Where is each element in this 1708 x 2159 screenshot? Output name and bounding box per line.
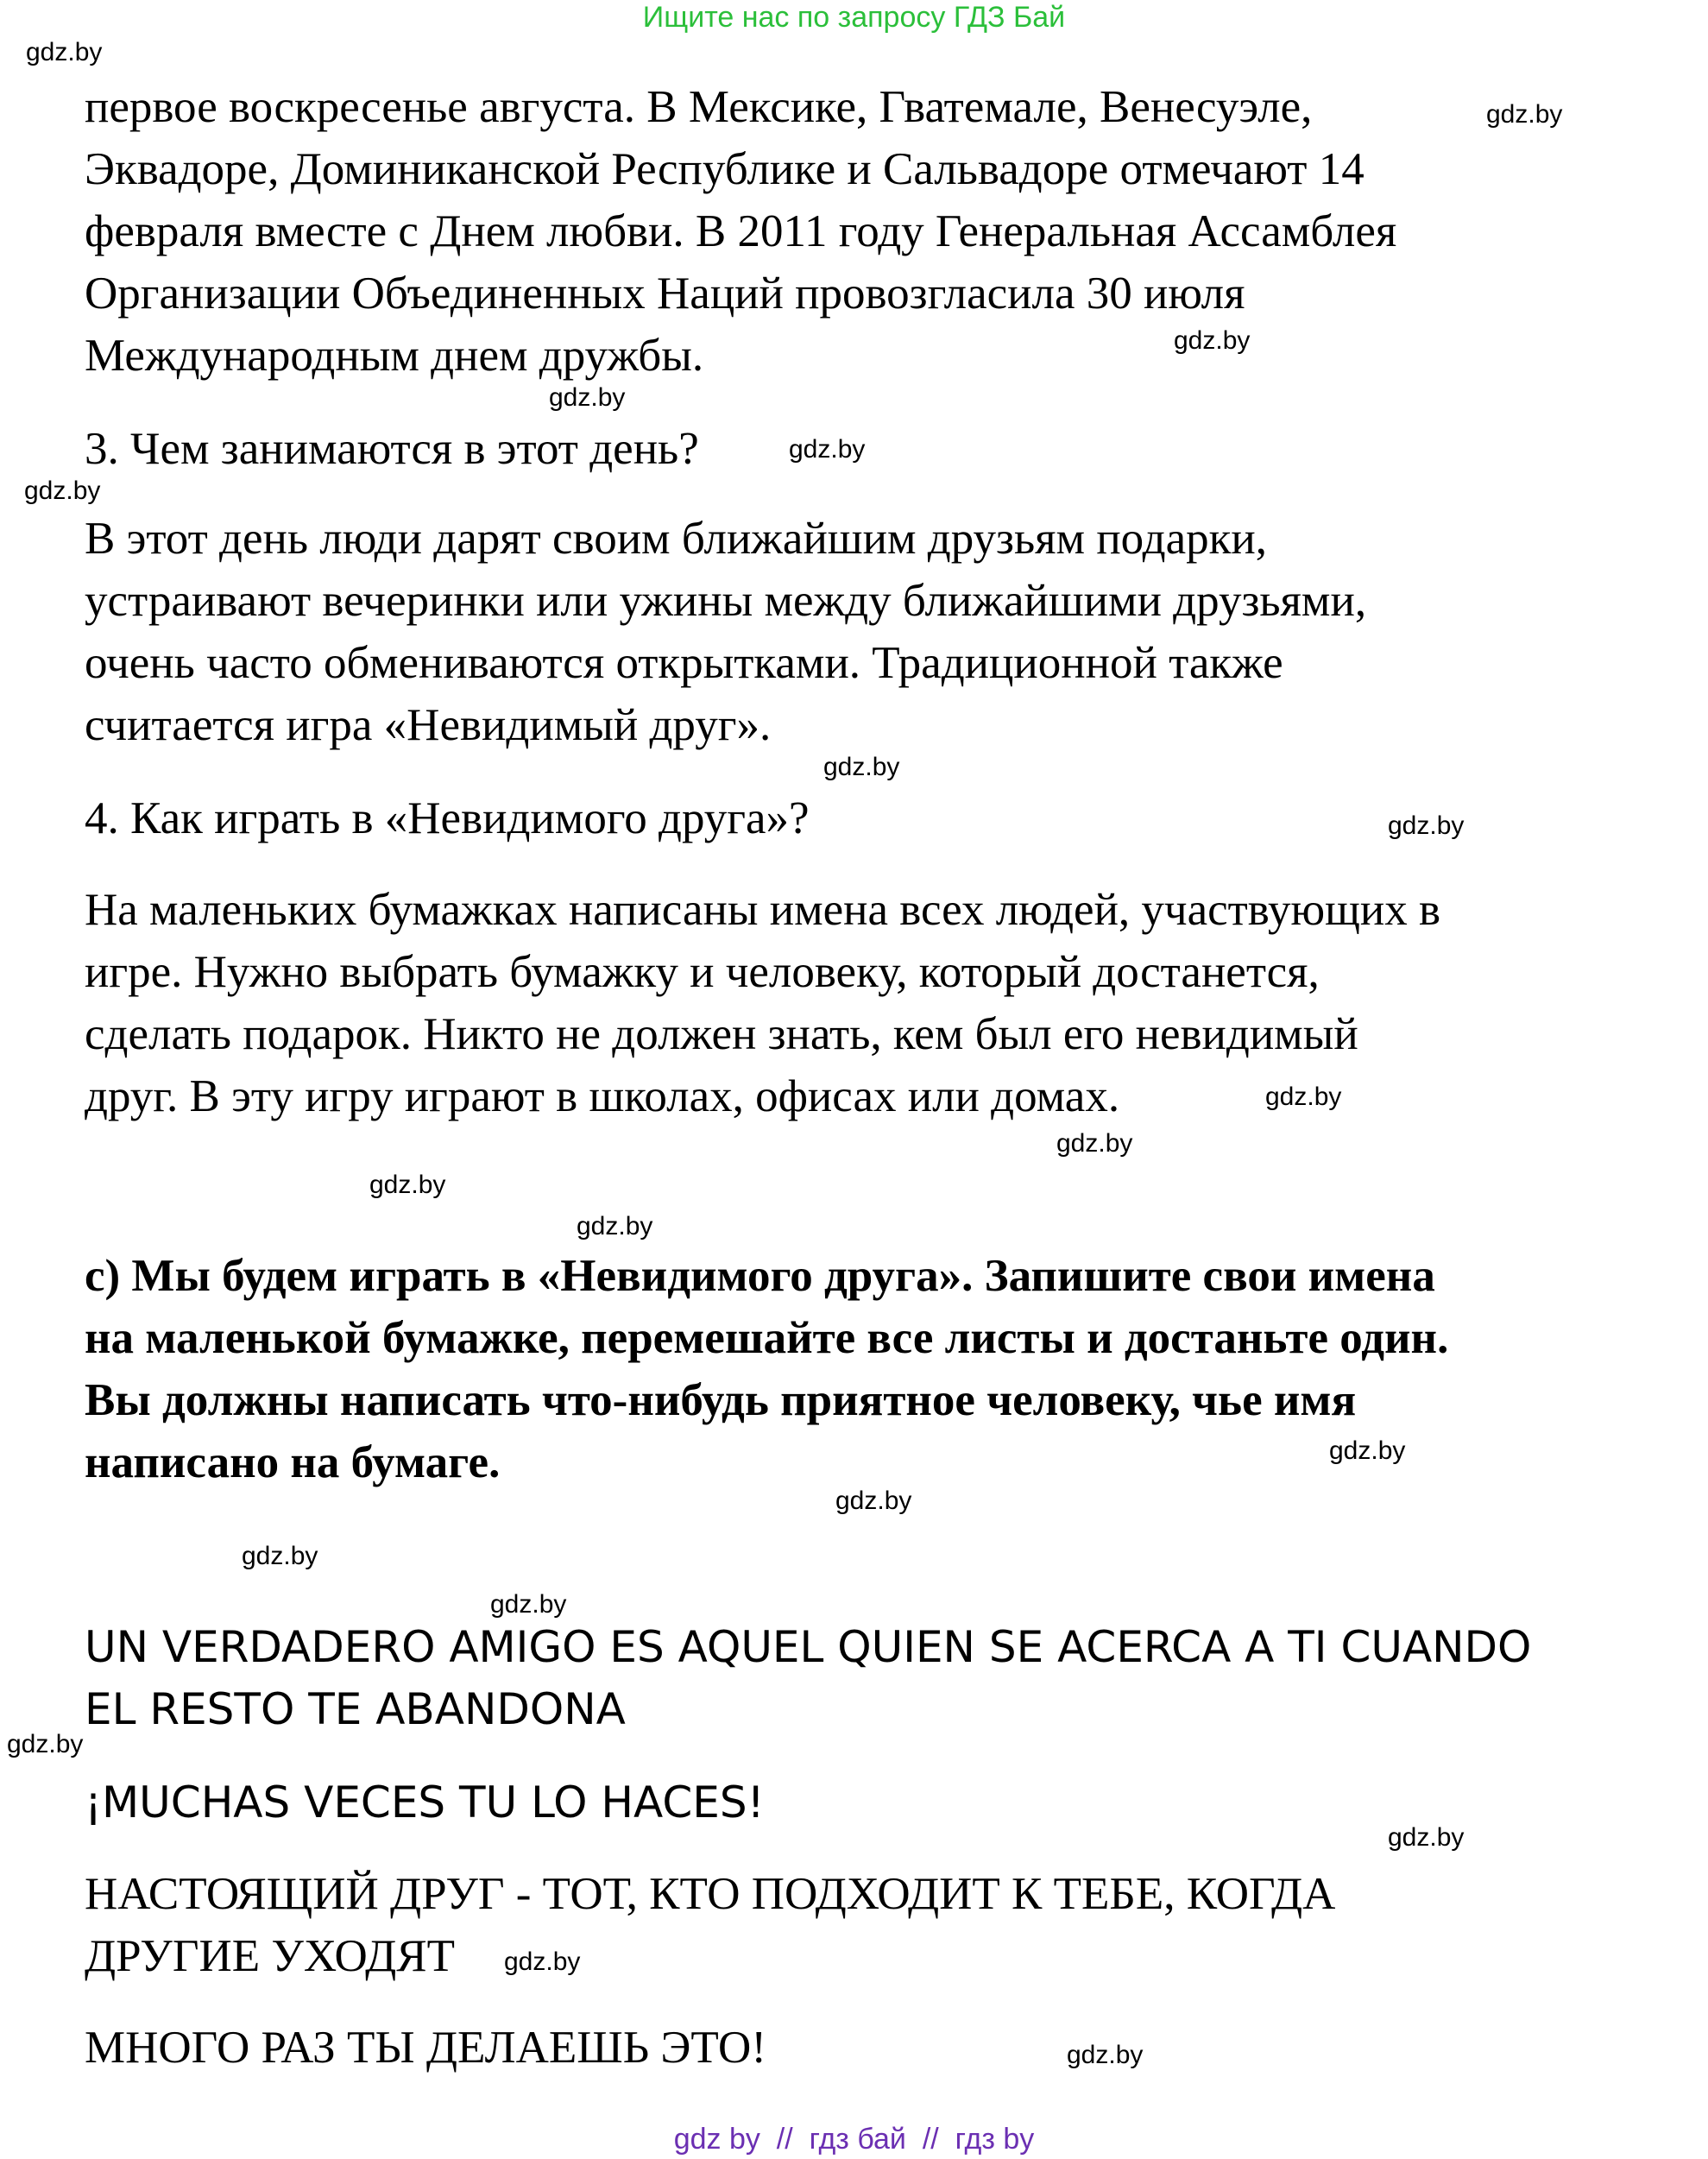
text-line: Вы должны написать что-нибудь приятное человеку, чье имя [85,1375,1357,1425]
watermark: gdz.by [26,38,103,66]
text-line: UN VERDADERO AMIGO ES AQUEL QUIEN SE ACERCA A TI CUANDO [85,1622,1532,1672]
text-line: Организации Объединенных Наций провозгласила 30 июля [85,268,1245,319]
watermark: gdz.by [1265,1083,1342,1111]
text-line: В этот день люди дарят своим ближайшим друзьям подарки, [85,514,1268,564]
text-line: сделать подарок. Никто не должен знать, кем был его невидимый [85,1009,1358,1059]
watermark: gdz.by [549,383,626,412]
text-line: друг. В эту игру играют в школах, офисах или домах. [85,1071,1120,1121]
text-line: ДРУГИЕ УХОДЯТ [85,1931,455,1981]
watermark: gdz.by [1056,1129,1133,1158]
watermark: gdz.by [1067,2041,1144,2069]
text-line: очень часто обмениваются открытками. Традиционной также [85,638,1283,688]
text-line: устраивают вечеринки или ужины между ближайшими друзьями, [85,576,1367,626]
watermark: gdz.by [1388,811,1465,840]
watermark: gdz.by [1174,326,1251,355]
watermark: gdz.by [577,1212,653,1240]
text-line: написано на бумаге. [85,1437,501,1487]
text-line: считается игра «Невидимый друг». [85,700,772,750]
watermark: gdz.by [1329,1436,1406,1465]
text-line: ¡MUCHAS VECES TU LO HACES! [85,1777,765,1828]
text-line: первое воскресенье августа. В Мексике, Гватемале, Венесуэле, [85,82,1313,132]
question-text: 3. Чем занимаются в этот день? [85,424,699,474]
footer-banner[interactable]: gdz by // гдз бай // гдз by [673,2123,1035,2156]
watermark: gdz.by [823,753,900,781]
russian-quote [85,1863,1638,1987]
watermark: gdz.by [504,1948,581,1976]
text-line: EL RESTO TE ABANDONA [85,1684,626,1734]
watermark: gdz.by [835,1487,912,1515]
text-line: Международным днем дружбы. [85,331,704,381]
text-line: игре. Нужно выбрать бумажку и человеку, который достанется, [85,947,1320,997]
text-line: На маленьких бумажках написаны имена всех людей, участвующих в [85,885,1441,935]
russian-exclamation [85,2017,1638,2079]
answer-3 [85,508,1638,756]
watermark: gdz.by [1486,100,1563,129]
question-text: 4. Как играть в «Невидимого друга»? [85,793,810,843]
watermark: gdz.by [7,1730,84,1758]
text-line: на маленькой бумажке, перемешайте все листы и достаньте один. [85,1313,1449,1363]
text-line: Эквадоре, Доминиканской Республике и Сальвадоре отмечают 14 [85,144,1365,194]
watermark: gdz.by [369,1171,446,1199]
header-banner[interactable]: Ищите нас по запросу ГДЗ Бай [642,1,1066,34]
watermark: gdz.by [789,435,866,464]
watermark: gdz.by [1388,1823,1465,1852]
watermark: gdz.by [242,1542,318,1570]
watermark: gdz.by [490,1590,567,1619]
text-line: НАСТОЯЩИЙ ДРУГ - ТОТ, КТО ПОДХОДИТ К ТЕБЕ, КОГДА [85,1869,1336,1919]
paragraph-intro [85,76,1638,387]
text-line: февраля вместе с Днем любви. В 2011 году Генеральная Ассамблея [85,206,1397,256]
text-line: c) Мы будем играть в «Невидимого друга». Запишите свои имена [85,1251,1435,1301]
watermark: gdz.by [24,477,101,505]
answer-4 [85,879,1638,1127]
spanish-quote [85,1616,1638,1740]
text-line: МНОГО РАЗ ТЫ ДЕЛАЕШЬ ЭТО! [85,2023,766,2073]
